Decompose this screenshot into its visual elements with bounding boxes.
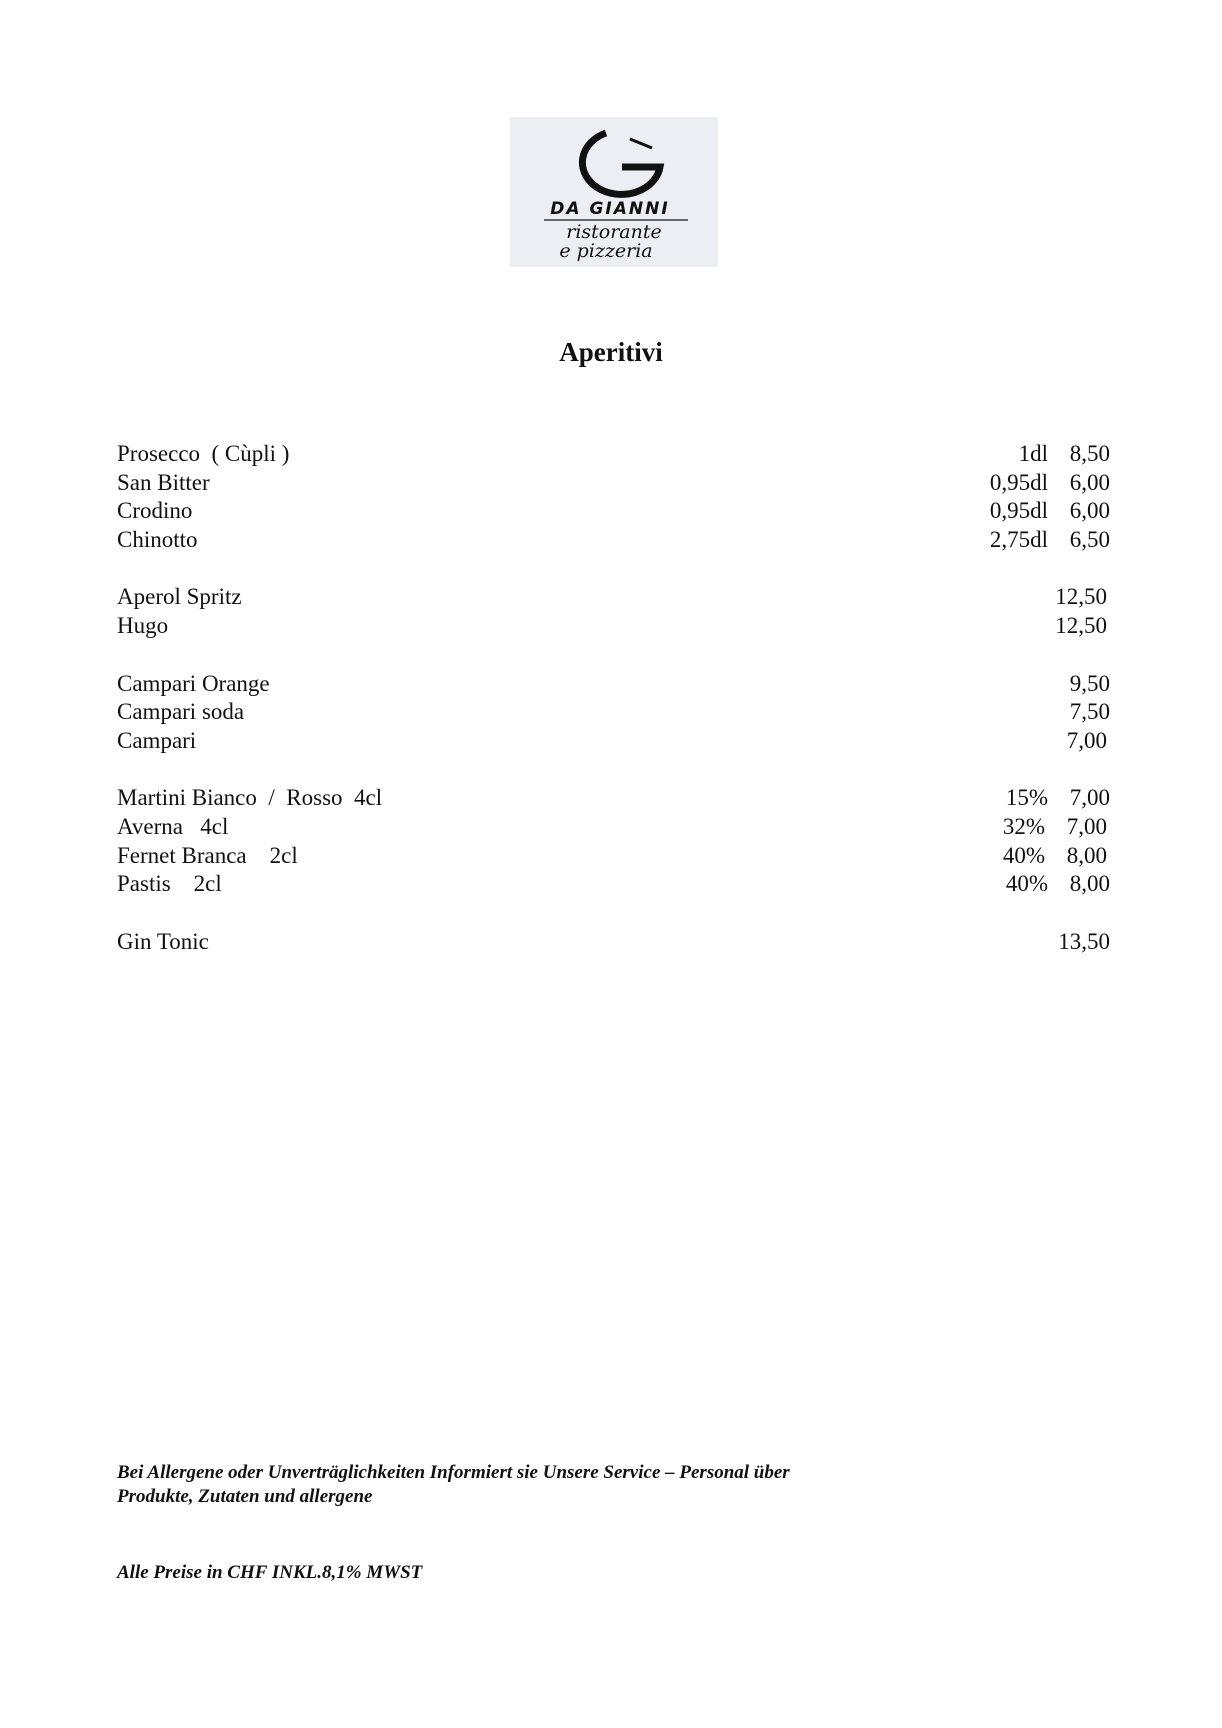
item-size: 1dl xyxy=(1018,441,1048,466)
item-price: 13,50 xyxy=(1058,928,1110,954)
menu-item xyxy=(117,842,1110,871)
menu-item xyxy=(117,698,1110,727)
item-price: 12,50 xyxy=(1055,584,1107,610)
item-price: 6,00 xyxy=(1069,469,1110,495)
group-spacer xyxy=(117,641,1110,670)
logo-g-mark xyxy=(582,133,660,194)
item-price: 6,50 xyxy=(1069,527,1110,553)
menu-item xyxy=(117,813,1110,842)
item-name: Prosecco ( Cùpli ) xyxy=(117,441,290,466)
item-size: 40% xyxy=(1002,842,1045,868)
vat-notice: Alle Preise in CHF INKL.8,1% MWST xyxy=(117,1562,423,1583)
item-name: Hugo xyxy=(117,613,169,639)
group-spacer xyxy=(117,756,1110,785)
item-name: Campari xyxy=(117,727,197,753)
item-name: Crodino xyxy=(117,498,193,524)
group-spacer xyxy=(117,899,1110,928)
menu-item xyxy=(117,583,1110,612)
item-price: 8,00 xyxy=(1066,842,1107,868)
item-name: Campari Orange xyxy=(117,670,270,696)
item-name: San Bitter xyxy=(117,469,210,495)
item-size: 0,95dl xyxy=(989,498,1048,524)
menu-item xyxy=(117,928,1110,957)
logo-script-line2: e pizzeria xyxy=(559,240,653,262)
item-price: 7,50 xyxy=(1069,699,1110,725)
item-size: 2,75dl xyxy=(989,527,1048,553)
menu-item xyxy=(117,612,1110,641)
menu-list xyxy=(117,440,1110,956)
item-price: 8,00 xyxy=(1069,871,1110,897)
menu-item xyxy=(117,526,1110,555)
item-name: Chinotto xyxy=(117,527,198,553)
item-size: 15% xyxy=(1005,785,1048,811)
item-price: 8,50 xyxy=(1069,441,1110,466)
allergen-notice-line2: Produkte, Zutaten und allergene xyxy=(117,1486,373,1507)
allergen-notice-line1: Bei Allergene oder Unverträglichkeiten Informiert sie Unsere Service – Personal über xyxy=(117,1462,790,1483)
item-price: 7,00 xyxy=(1066,813,1107,839)
item-name: Martini Bianco / Rosso 4cl xyxy=(117,785,383,811)
item-size: 40% xyxy=(1005,871,1048,897)
menu-item xyxy=(117,784,1110,813)
item-price: 9,50 xyxy=(1069,670,1110,696)
item-price: 12,50 xyxy=(1055,613,1107,639)
group-spacer xyxy=(117,555,1110,584)
item-size: 0,95dl xyxy=(989,469,1048,495)
menu-item xyxy=(117,870,1110,899)
menu-item xyxy=(117,670,1110,699)
item-size: 32% xyxy=(1002,813,1045,839)
item-price: 6,00 xyxy=(1069,498,1110,524)
item-name: Pastis 2cl xyxy=(117,871,222,897)
item-name: Aperol Spritz xyxy=(117,584,242,610)
menu-item xyxy=(117,440,1110,469)
logo-script-line1: ristorante xyxy=(566,221,662,243)
allergen-notice xyxy=(117,1461,1017,1509)
item-name: Averna 4cl xyxy=(117,813,229,839)
restaurant-logo xyxy=(510,117,718,267)
item-name: Gin Tonic xyxy=(117,928,209,954)
logo-brand-text: DA GIANNI xyxy=(550,199,670,219)
menu-item xyxy=(117,497,1110,526)
item-name: Campari soda xyxy=(117,699,245,725)
item-name: Fernet Branca 2cl xyxy=(117,842,298,868)
item-price: 7,00 xyxy=(1066,727,1107,753)
item-price: 7,00 xyxy=(1069,785,1110,811)
page-title: Aperitivi xyxy=(559,337,663,367)
menu-item xyxy=(117,469,1110,498)
menu-item xyxy=(117,727,1110,756)
